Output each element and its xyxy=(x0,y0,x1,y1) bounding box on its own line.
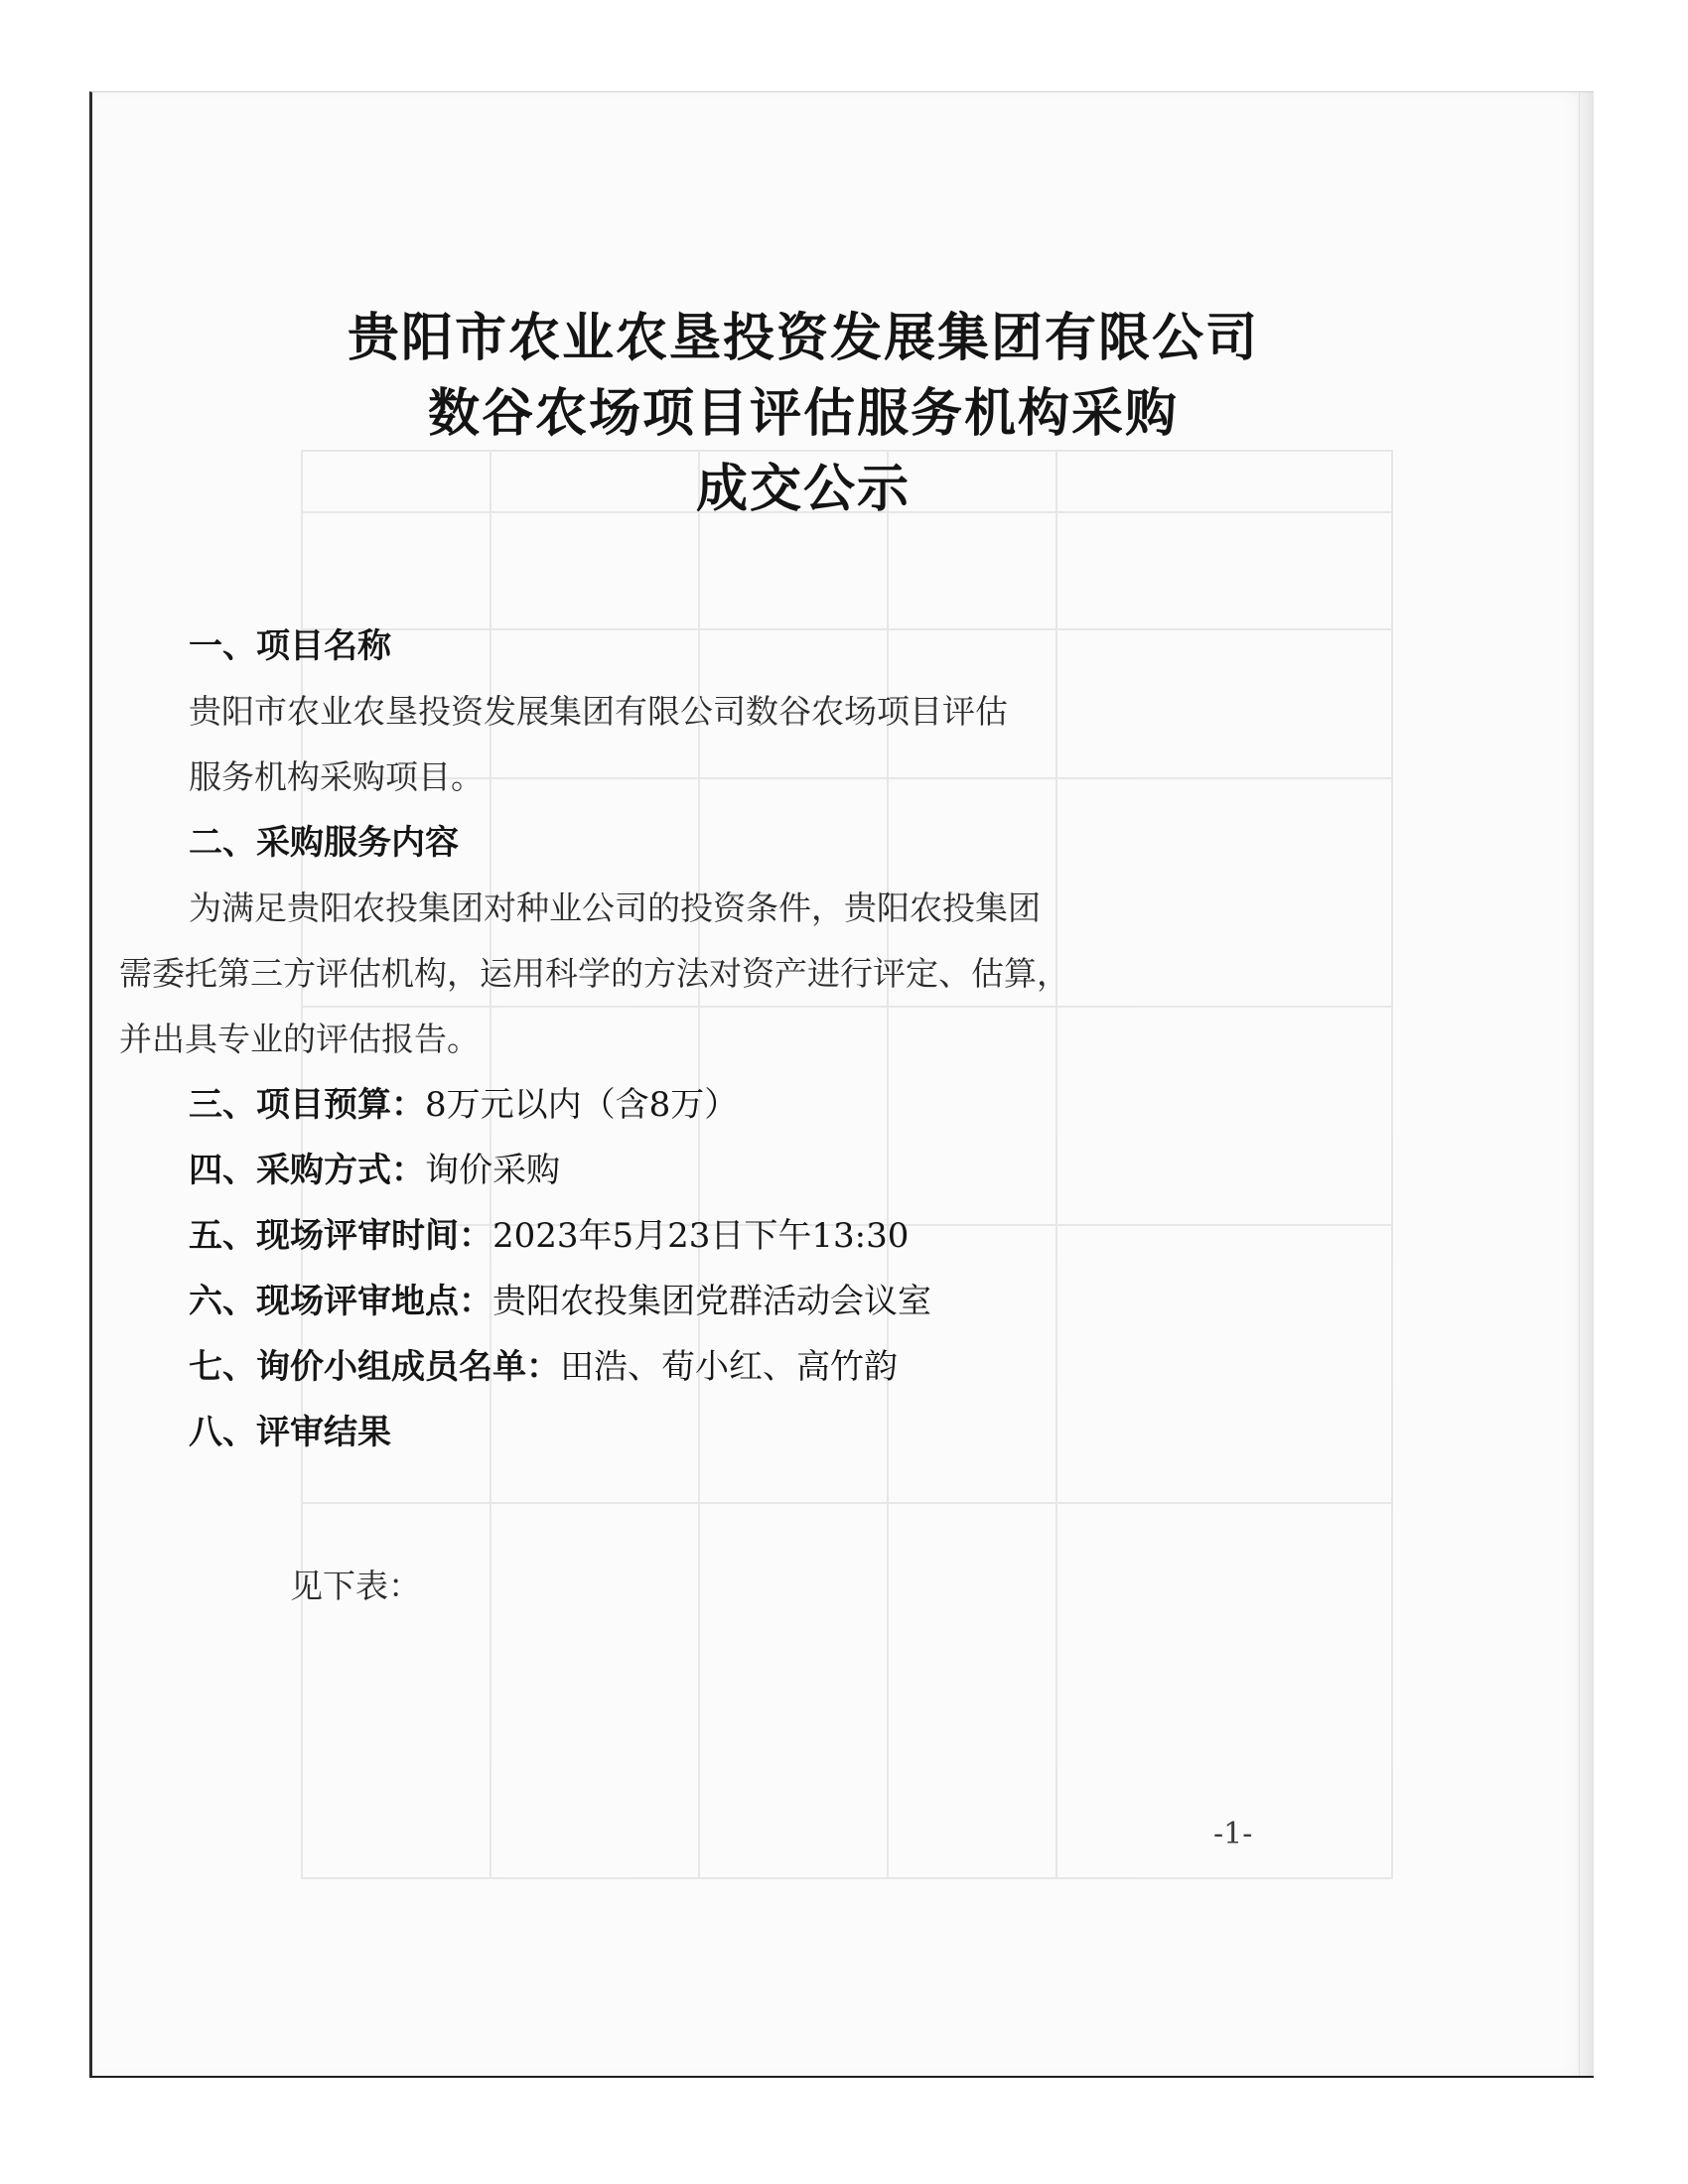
review-time-label: 五、现场评审时间： xyxy=(189,1216,492,1256)
section-5-time xyxy=(189,1203,1360,1269)
section-2-heading: 二、采购服务内容 xyxy=(189,823,459,863)
section-4-method xyxy=(189,1138,1360,1203)
section-7-members xyxy=(189,1334,1360,1400)
section-2-body-line-3: 并出具专业的评估报告。 xyxy=(119,1020,480,1058)
members-label: 七、询价小组成员名单： xyxy=(189,1347,560,1387)
section-6-location xyxy=(189,1269,1360,1334)
page-number: -1- xyxy=(1213,1817,1253,1851)
title-line-2: 数谷农场项目评估服务机构采购 xyxy=(427,384,1179,444)
section-2-body-line-1: 为满足贵阳农投集团对种业公司的投资条件，贵阳农投集团 xyxy=(189,888,1041,927)
review-location-value: 贵阳农投集团党群活动会议室 xyxy=(492,1282,931,1321)
members-value: 田浩、荀小红、高竹韵 xyxy=(560,1347,898,1387)
section-1-heading: 一、项目名称 xyxy=(189,626,391,666)
title-line-1: 贵阳市农业农垦投资发展集团有限公司 xyxy=(347,309,1259,368)
section-1-body-line-2: 服务机构采购项目。 xyxy=(189,757,484,796)
section-8-heading: 八、评审结果 xyxy=(189,1413,391,1452)
review-location-label: 六、现场评审地点： xyxy=(189,1282,492,1321)
method-label: 四、采购方式： xyxy=(189,1151,425,1190)
budget-value: 8万元以内（含8万） xyxy=(425,1085,739,1125)
document-title xyxy=(92,301,1594,527)
see-table-note: 见下表： xyxy=(290,1567,421,1605)
section-2-body-line-2: 需委托第三方评估机构，运用科学的方法对资产进行评定、估算， xyxy=(119,954,1069,993)
title-line-3: 成交公示 xyxy=(695,460,911,519)
budget-label: 三、项目预算： xyxy=(189,1085,425,1125)
section-3-budget xyxy=(189,1072,1360,1138)
section-1-body-line-1: 贵阳市农业农垦投资发展集团有限公司数谷农场项目评估 xyxy=(189,692,1008,731)
method-value: 询价采购 xyxy=(425,1151,560,1190)
document-body xyxy=(119,614,1360,1465)
review-time-value: 2023年5月23日下午13:30 xyxy=(492,1216,910,1256)
